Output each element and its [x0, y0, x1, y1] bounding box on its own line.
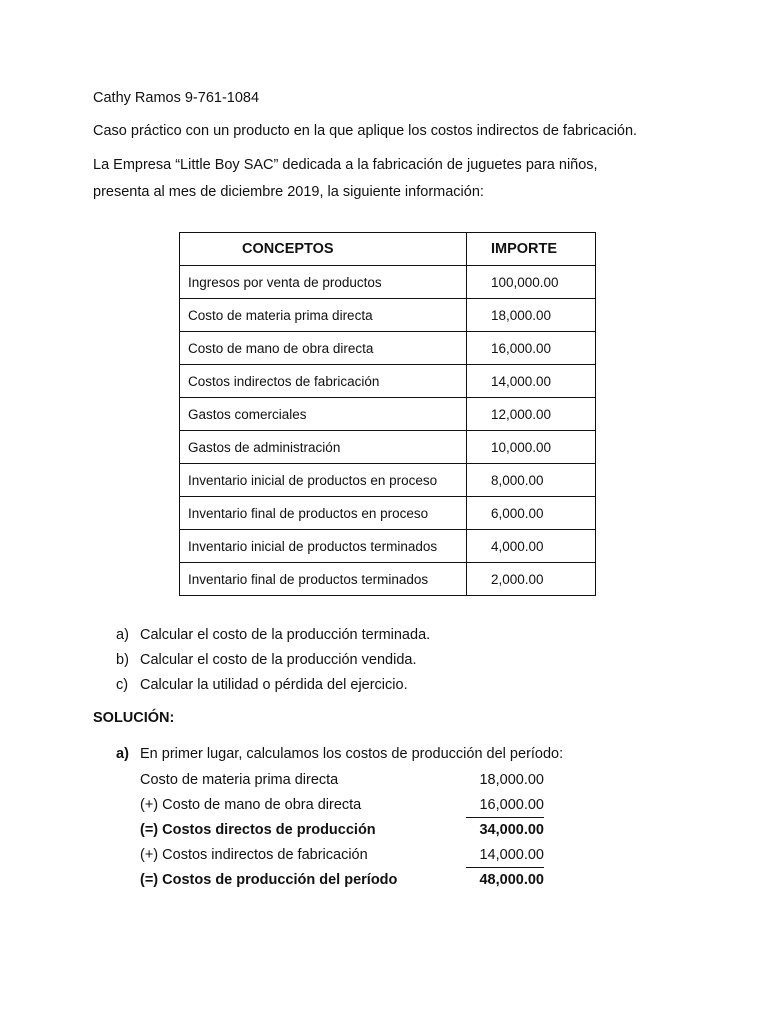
author-line: Cathy Ramos 9-761-1084: [93, 90, 260, 106]
row-concept: Inventario inicial de productos en proceso: [180, 464, 467, 497]
row-concept: Gastos de administración: [180, 431, 467, 464]
question-marker: c): [116, 677, 129, 693]
cost-data-table: [179, 232, 596, 596]
calc-line: [140, 769, 550, 794]
header-amount: IMPORTE: [467, 233, 596, 266]
question-list: [116, 623, 430, 698]
row-amount: 2,000.00: [467, 563, 596, 596]
table-row: [180, 332, 596, 365]
intro-line-1: La Empresa “Little Boy SAC” dedicada a la fabricación de juguetes para niños,: [93, 157, 598, 173]
row-concept: Gastos comerciales: [180, 398, 467, 431]
table-row: [180, 299, 596, 332]
table-row: [180, 398, 596, 431]
row-amount: 10,000.00: [467, 431, 596, 464]
row-concept: Inventario final de productos terminados: [180, 563, 467, 596]
list-item: [116, 673, 430, 698]
row-concept: Costo de mano de obra directa: [180, 332, 467, 365]
row-amount: 4,000.00: [467, 530, 596, 563]
solution-heading: SOLUCIÓN:: [93, 710, 175, 726]
calc-amount: 34,000.00: [479, 822, 544, 838]
row-concept: Costo de materia prima directa: [180, 299, 467, 332]
row-amount: 16,000.00: [467, 332, 596, 365]
row-amount: 12,000.00: [467, 398, 596, 431]
row-amount: 18,000.00: [467, 299, 596, 332]
calc-label: (+) Costo de mano de obra directa: [140, 797, 362, 813]
intro-line-2: presenta al mes de diciembre 2019, la siguiente información:: [93, 184, 484, 200]
calc-subtotal-line: [140, 819, 550, 844]
table-row: [180, 497, 596, 530]
question-marker: a): [116, 627, 129, 643]
calc-label: (=) Costos de producción del período: [140, 872, 398, 888]
calc-label: Costo de materia prima directa: [140, 772, 339, 788]
table-row: [180, 365, 596, 398]
table-header-row: [180, 233, 596, 266]
calc-amount: 14,000.00: [466, 844, 544, 868]
calc-amount: 16,000.00: [466, 794, 544, 818]
solution-part-text: En primer lugar, calculamos los costos de producción del período:: [140, 746, 564, 762]
header-concepts: CONCEPTOS: [180, 233, 467, 266]
calc-total-line: [140, 869, 550, 894]
calc-line: [140, 794, 550, 819]
question-text: Calcular el costo de la producción vendida.: [140, 652, 417, 668]
calc-line: [140, 844, 550, 869]
row-amount: 8,000.00: [467, 464, 596, 497]
row-concept: Inventario final de productos en proceso: [180, 497, 467, 530]
cost-calculation: [140, 769, 550, 894]
case-statement: Caso práctico con un producto en la que aplique los costos indirectos de fabricación.: [93, 123, 638, 139]
table-row: [180, 530, 596, 563]
list-item: [116, 648, 430, 673]
calc-label: (+) Costos indirectos de fabricación: [140, 847, 368, 863]
solution-part-a-intro: [116, 743, 563, 765]
table-row: [180, 464, 596, 497]
table-row: [180, 431, 596, 464]
list-item: [116, 623, 430, 648]
question-text: Calcular el costo de la producción terminada.: [140, 627, 431, 643]
solution-part-marker: a): [116, 746, 129, 762]
calc-amount: 18,000.00: [479, 772, 544, 788]
table-row: [180, 266, 596, 299]
table-row: [180, 563, 596, 596]
question-text: Calcular la utilidad o pérdida del ejercicio.: [140, 677, 408, 693]
row-amount: 14,000.00: [467, 365, 596, 398]
row-amount: 100,000.00: [467, 266, 596, 299]
calc-label: (=) Costos directos de producción: [140, 822, 376, 838]
row-concept: Ingresos por venta de productos: [180, 266, 467, 299]
row-concept: Costos indirectos de fabricación: [180, 365, 467, 398]
row-amount: 6,000.00: [467, 497, 596, 530]
question-marker: b): [116, 652, 129, 668]
row-concept: Inventario inicial de productos terminados: [180, 530, 467, 563]
calc-amount: 48,000.00: [479, 872, 544, 888]
